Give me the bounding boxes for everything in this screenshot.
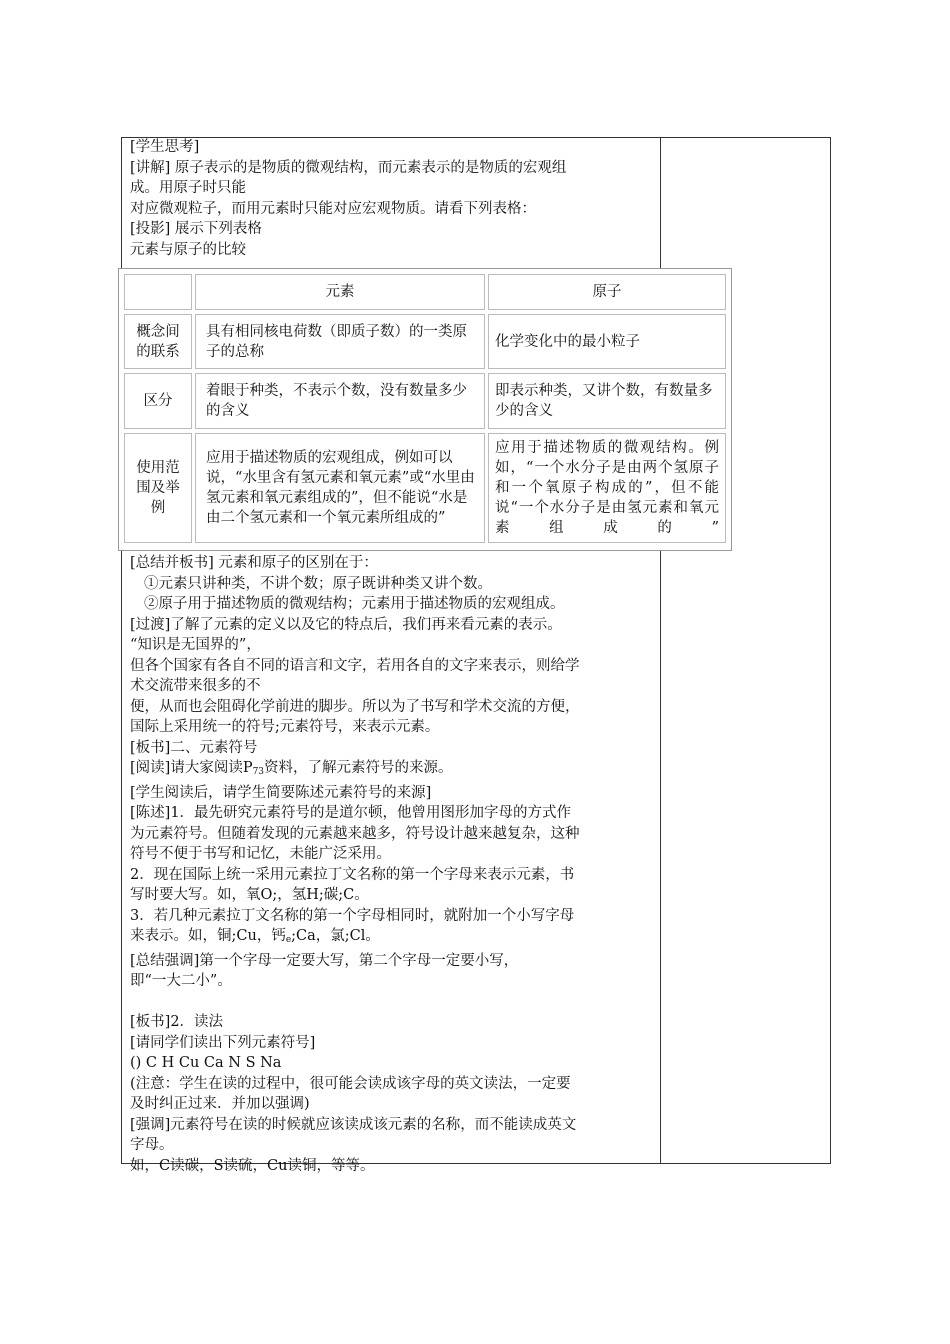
text-line: 术交流带来很多的不 bbox=[130, 678, 261, 694]
text-line: [学生阅读后，请学生简要陈述元素符号的来源] bbox=[130, 784, 432, 801]
reading-line bbox=[130, 758, 655, 783]
text-line: 便，从而也会阻碍化学前进的脚步。所以为了书写和学术交流的方便， bbox=[130, 698, 580, 715]
row-label-text: 使用范围及举例 bbox=[136, 460, 180, 516]
row-label-text: 区分 bbox=[143, 393, 173, 409]
atom-cell bbox=[488, 373, 726, 429]
row-label bbox=[124, 433, 192, 543]
text-line: [总结强调]第一个字母一定要大写，第二个字母一定要小写， bbox=[130, 952, 519, 969]
header-atom bbox=[488, 274, 726, 310]
header-element bbox=[195, 274, 485, 310]
intro-line: [讲解] 原子表示的是物质的微观结构，而元素表示的是物质的宏观组 bbox=[130, 159, 567, 176]
text-line: [陈述]1．最先研究元素符号的是道尔顿，他曾用图形加字母的方式作 bbox=[130, 805, 572, 821]
summary-line: [总结并板书] 元素和原子的区别在于： bbox=[130, 555, 378, 571]
element-cell bbox=[195, 314, 485, 369]
comparison-table bbox=[118, 268, 732, 551]
page-subscript: 73 bbox=[252, 767, 265, 777]
text-line: 符号不便于书写和记忆，未能广泛采用。 bbox=[130, 846, 391, 862]
reading-text: 资料，了解元素符号的来源。 bbox=[264, 760, 453, 776]
intro-line: 成。用原子时只能 bbox=[130, 180, 246, 196]
text-line: 为元素符号。但随着发现的元素越来越多，符号设计越来越复杂，这种 bbox=[130, 825, 580, 842]
element-cell bbox=[195, 373, 485, 429]
atom-cell bbox=[488, 314, 726, 369]
text-line bbox=[130, 926, 655, 951]
atom-cell-text: 化学变化中的最小粒子 bbox=[495, 333, 640, 350]
row-label-text: 概念间的联系 bbox=[136, 323, 180, 360]
text-span: 来表示。如，铜;Cu，钙 bbox=[130, 928, 286, 944]
text-line: 即“一大二小”。 bbox=[130, 973, 232, 989]
intro-line: [学生思考] bbox=[130, 139, 200, 155]
text-line: 但各个国家有各自不同的语言和文字，若用各自的文字来表示，则给学 bbox=[130, 657, 580, 674]
intro-section bbox=[130, 137, 655, 260]
text-line: 3．若几种元素拉丁文名称的第一个字母相同时，就附加一个小写字母 bbox=[130, 907, 575, 924]
point-2: ②原子用于描述物质的微观结构；元素用于描述物质的宏观组成。 bbox=[144, 596, 565, 612]
atom-cell-text: 应用于描述物质的微观结构。例如，“一个水分子是由两个氢原子和一个氧原子构成的”，但不能说“一个水分子是由氢元素和氧元素组成的” bbox=[495, 440, 719, 536]
header-element-label: 元素 bbox=[325, 284, 355, 300]
intro-line: 对应微观粒子，而用元素时只能对应宏观物质。请看下列表格： bbox=[130, 200, 536, 217]
intro-line: 元素与原子的比较 bbox=[130, 241, 246, 258]
atom-cell bbox=[488, 433, 726, 543]
board-heading: [板书]2．读法 bbox=[130, 1014, 224, 1030]
atom-cell-text: 即表示种类，又讲个数，有数量多少的含义 bbox=[495, 383, 713, 419]
transition-line: [过渡]了解了元素的定义以及它的特点后，我们再来看元素的表示。 bbox=[130, 616, 562, 633]
quote-line: “知识是无国界的”， bbox=[130, 637, 261, 653]
text-line: (注意：学生在读的过程中，很可能会读成该字母的英文读法，一定要 bbox=[130, 1075, 571, 1092]
element-cell-text: 着眼于种类，不表示个数，没有数量多少的含义 bbox=[206, 383, 467, 419]
blank-line bbox=[130, 992, 655, 1013]
text-line: [请同学们读出下列元素符号] bbox=[130, 1034, 316, 1051]
text-span: ;Ca，氯;Cl。 bbox=[291, 928, 380, 944]
text-line: 国际上采用统一的符号;元素符号，来表示元素。 bbox=[130, 719, 440, 735]
element-cell-text: 应用于描述物质的宏观组成，例如可以说，“水里含有氢元素和氧元素”或“水里由氢元素和氧元素组成的”，但不能说“水是由二个氢元素和一个氧元素所组成的” bbox=[206, 450, 475, 526]
element-cell bbox=[195, 433, 485, 543]
body-section bbox=[130, 553, 655, 1176]
row-label bbox=[124, 373, 192, 429]
row-label bbox=[124, 314, 192, 369]
intro-line: [投影] 展示下列表格 bbox=[130, 221, 262, 237]
subscript: e bbox=[285, 935, 292, 945]
text-line: 写时要大写。如，氧O;，氢H;碳;C。 bbox=[130, 887, 369, 903]
text-line: 如，C读碳，S读硫，Cu读铜，等等。 bbox=[130, 1157, 375, 1174]
header-atom-label: 原子 bbox=[592, 284, 622, 300]
symbols-line: () C H Cu Ca N S Na bbox=[130, 1055, 282, 1071]
text-line: [强调]元素符号在读的时候就应该读成该元素的名称，而不能读成英文 bbox=[130, 1116, 577, 1133]
text-line: 及时纠正过来．并加以强调) bbox=[130, 1096, 310, 1112]
table-corner-cell bbox=[124, 274, 192, 310]
text-line: 2．现在国际上统一采用元素拉丁文名称的第一个字母来表示元素，书 bbox=[130, 866, 575, 883]
board-heading: [板书]二、元素符号 bbox=[130, 739, 258, 756]
element-cell-text: 具有相同核电荷数（即质子数）的一类原子的总称 bbox=[206, 323, 467, 360]
reading-text: [阅读]请大家阅读P bbox=[130, 760, 253, 776]
point-1: ①元素只讲种类，不讲个数；原子既讲种类又讲个数。 bbox=[144, 575, 492, 592]
text-line: 字母。 bbox=[130, 1137, 174, 1153]
